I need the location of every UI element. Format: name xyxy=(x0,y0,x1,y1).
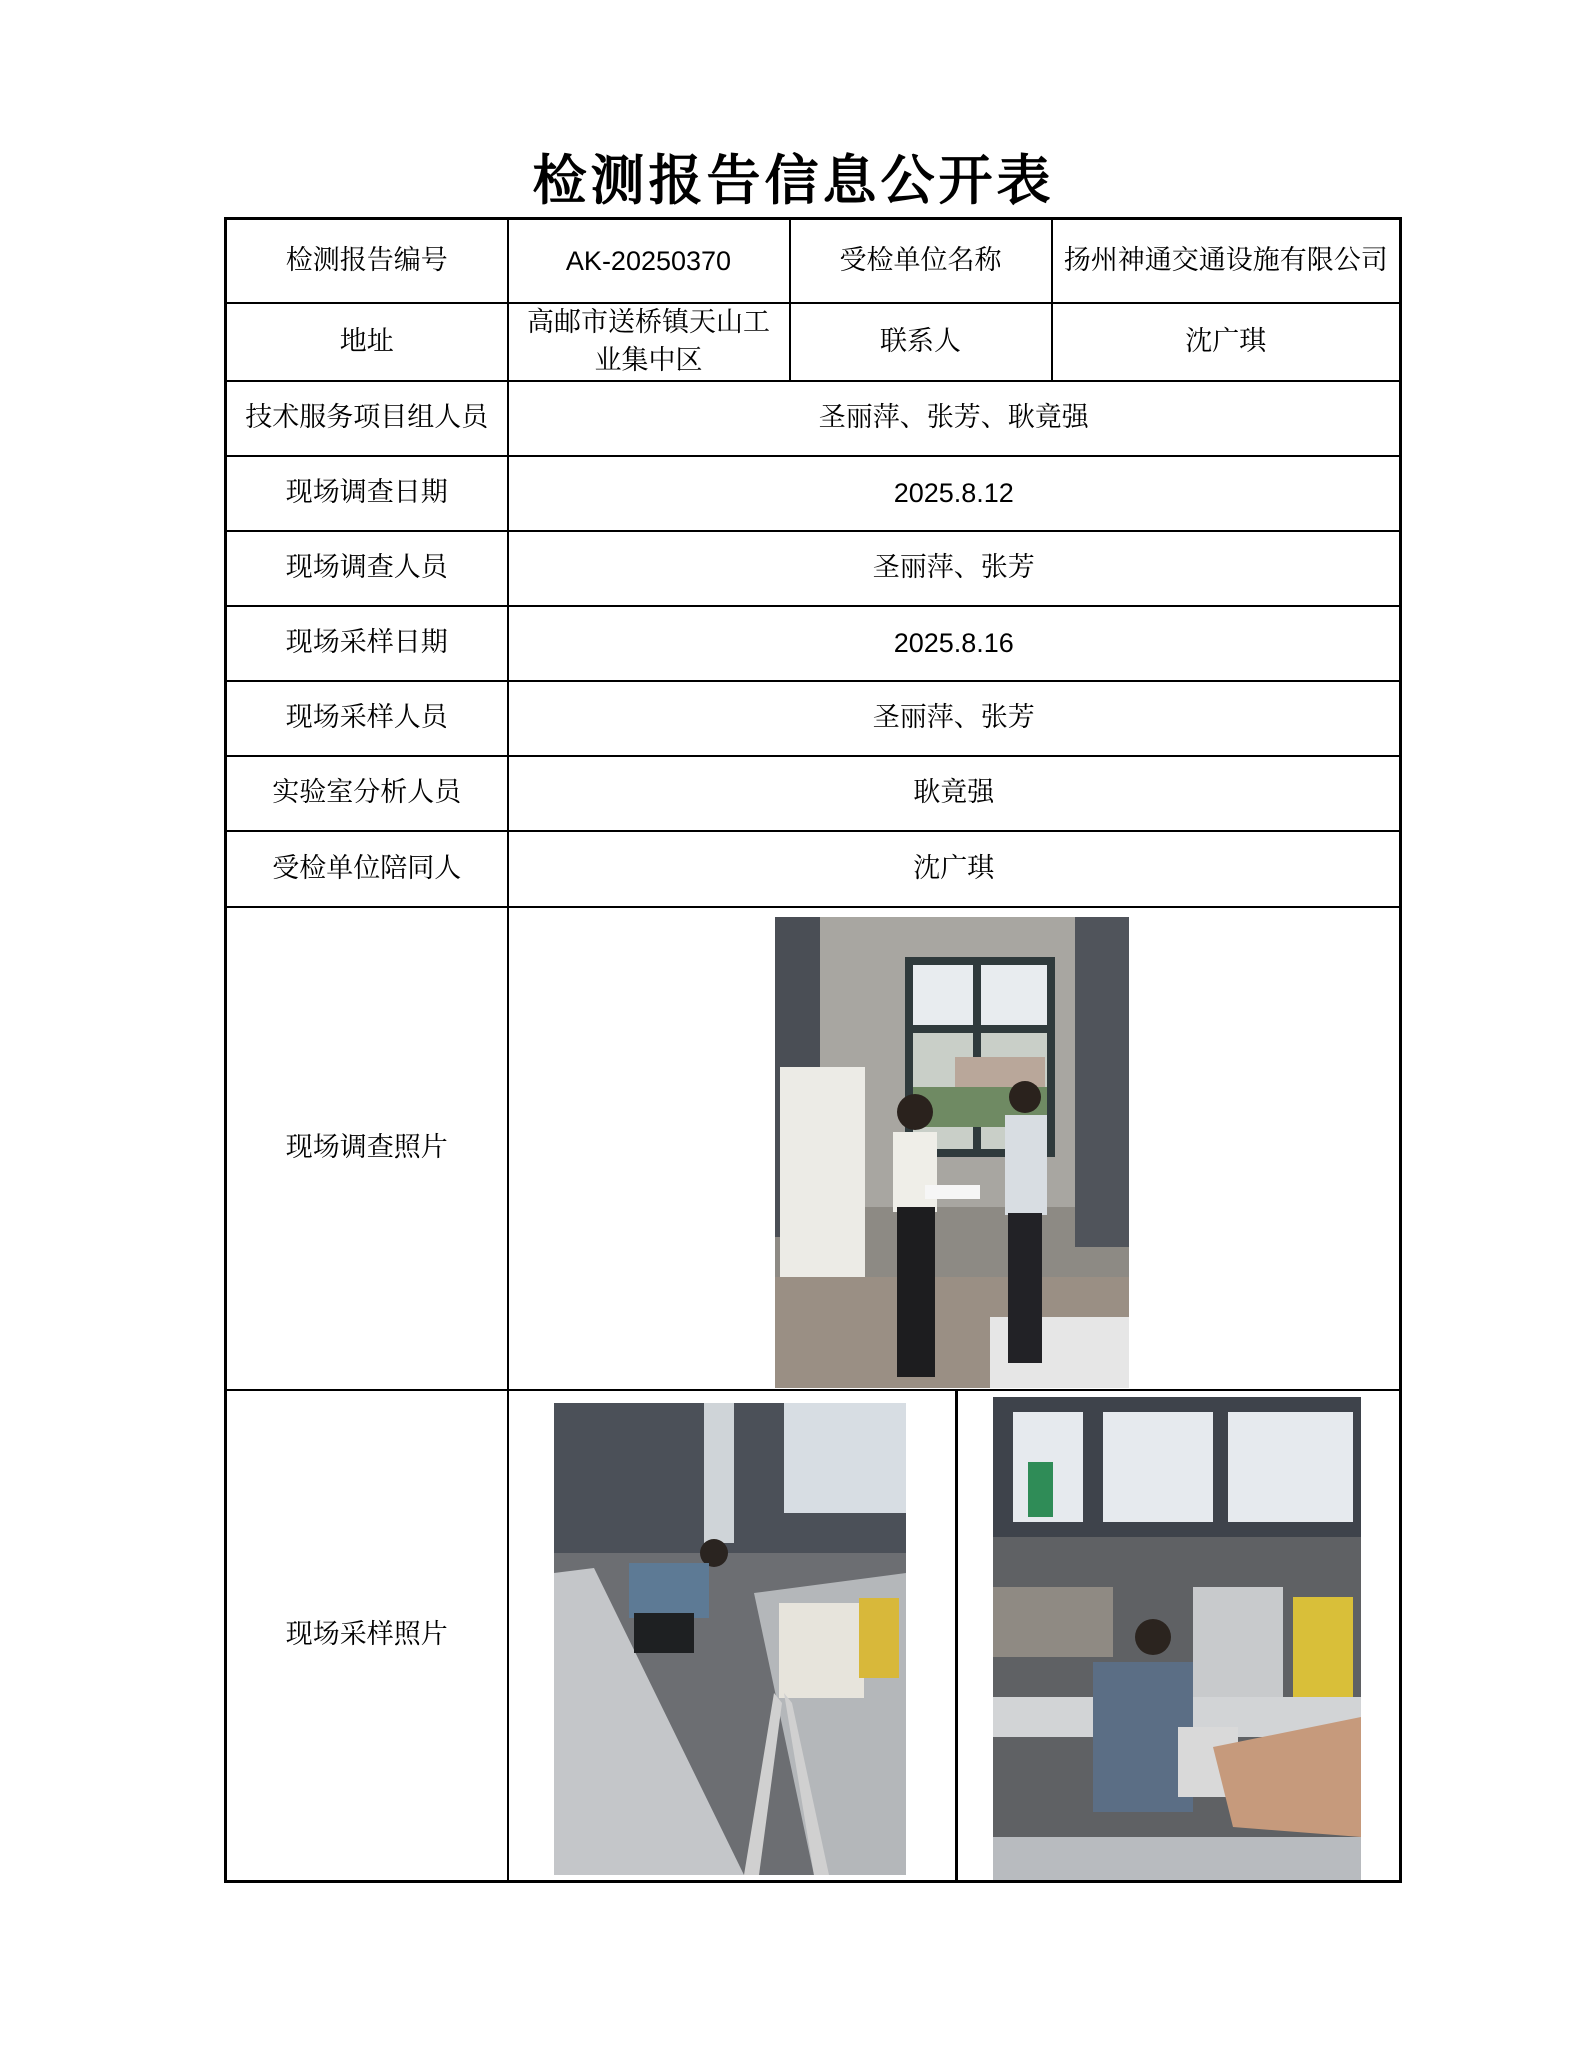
report-no-label: 检测报告编号 xyxy=(226,219,508,303)
photo-divider xyxy=(955,1391,958,1881)
row-label: 现场调查日期 xyxy=(226,456,508,531)
sampling-photo-cell xyxy=(508,1390,1401,1882)
row-label: 现场采样人员 xyxy=(226,681,508,756)
sampling-photo-right xyxy=(993,1397,1361,1880)
sampling-photo-left xyxy=(554,1403,906,1875)
survey-photo xyxy=(775,917,1129,1388)
row-value: 耿竟强 xyxy=(508,756,1401,831)
table-row xyxy=(226,456,1401,531)
table-row xyxy=(226,219,1401,303)
report-no-value: AK-20250370 xyxy=(508,219,790,303)
row-label: 现场调查人员 xyxy=(226,531,508,606)
table-row xyxy=(226,907,1401,1390)
table-row xyxy=(226,381,1401,456)
table-row xyxy=(226,303,1401,381)
address-value: 高邮市送桥镇天山工业集中区 xyxy=(508,303,790,381)
row-value: 2025.8.16 xyxy=(508,606,1401,681)
row-label: 现场采样日期 xyxy=(226,606,508,681)
table-row xyxy=(226,531,1401,606)
table-row xyxy=(226,756,1401,831)
survey-photo-label: 现场调查照片 xyxy=(226,907,508,1390)
report-table xyxy=(224,217,1402,1883)
table-row xyxy=(226,681,1401,756)
sampling-photo-label: 现场采样照片 xyxy=(226,1390,508,1882)
unit-name-value: 扬州神通交通设施有限公司 xyxy=(1052,219,1401,303)
row-label: 技术服务项目组人员 xyxy=(226,381,508,456)
contact-label: 联系人 xyxy=(790,303,1052,381)
address-label: 地址 xyxy=(226,303,508,381)
row-label: 实验室分析人员 xyxy=(226,756,508,831)
page-title: 检测报告信息公开表 xyxy=(532,148,1055,212)
contact-value: 沈广琪 xyxy=(1052,303,1401,381)
unit-name-label: 受检单位名称 xyxy=(790,219,1052,303)
table-row xyxy=(226,1390,1401,1882)
row-value: 2025.8.12 xyxy=(508,456,1401,531)
table-row xyxy=(226,831,1401,907)
row-label: 受检单位陪同人 xyxy=(226,831,508,907)
row-value: 圣丽萍、张芳 xyxy=(508,681,1401,756)
row-value: 圣丽萍、张芳 xyxy=(508,531,1401,606)
row-value: 圣丽萍、张芳、耿竟强 xyxy=(508,381,1401,456)
row-value: 沈广琪 xyxy=(508,831,1401,907)
table-row xyxy=(226,606,1401,681)
survey-photo-cell xyxy=(508,907,1401,1390)
